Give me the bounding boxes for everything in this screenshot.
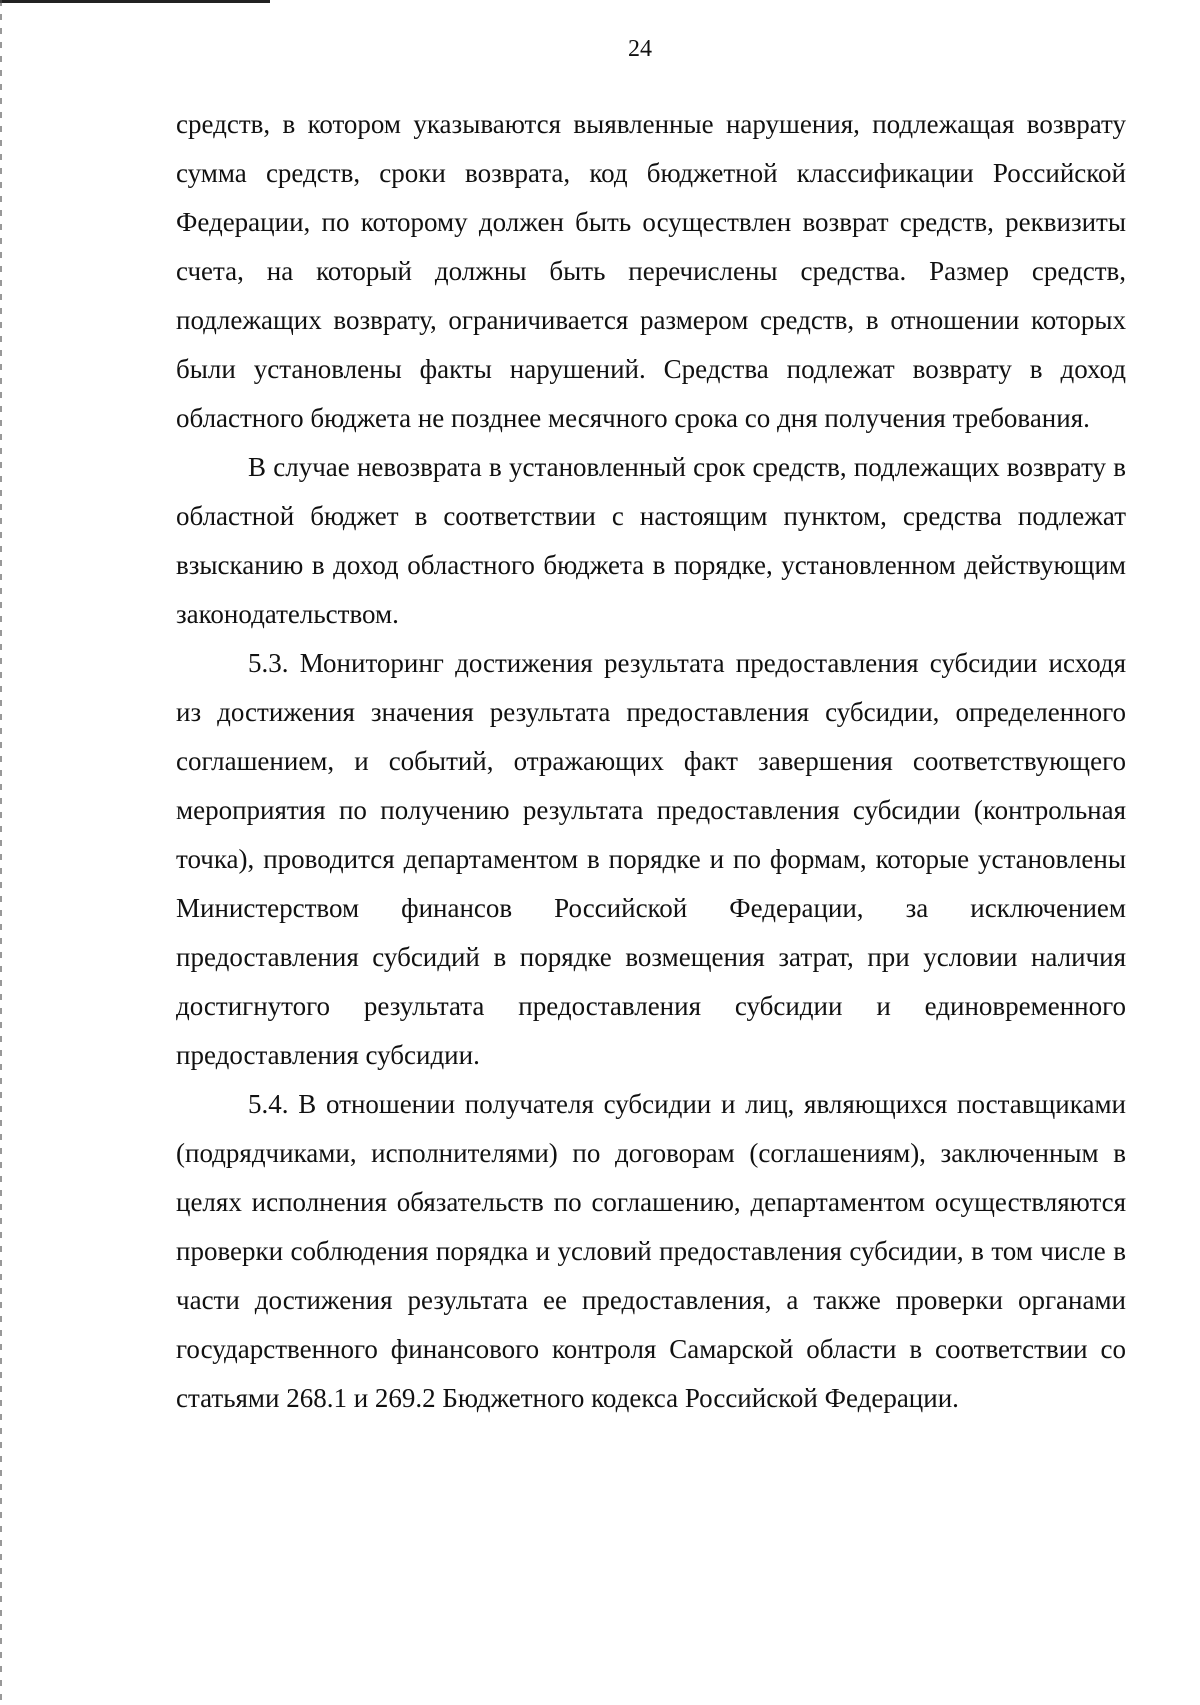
document-body: [176, 100, 1126, 1423]
scan-edge-left: [0, 0, 2, 1705]
paragraph-5-3: 5.3. Мониторинг достижения результата предоставления субсидии исходя из достижения значения результата предоставления субсидии, определенного соглашением, и событий, отражающих факт завершения соответствующего мероприятия по получению результата предоставления субсидии (контрольная точка), проводится департаментом в порядке и по формам, которые установлены Министерством финансов Российской Федерации, за исключением предоставления субсидий в порядке возмещения затрат, при условии наличия достигнутого результата предоставления субсидии и единовременного предоставления субсидии.: [176, 648, 1126, 1070]
page-number: 24: [628, 36, 652, 62]
paragraph-5-4: 5.4. В отношении получателя субсидии и лиц, являющихся поставщиками (подрядчиками, исполнителями) по договорам (соглашениям), заключенным в целях исполнения обязательств по соглашению, департаментом осуществляются проверки соблюдения порядка и условий предоставления субсидии, в том числе в части достижения результата ее предоставления, а также проверки органами государственного финансового контроля Самарской области в соответствии со статьями 268.1 и 269.2 Бюджетного кодекса Российской Федерации.: [176, 1089, 1126, 1413]
scan-edge-top: [0, 0, 270, 3]
paragraph-nonreturn: В случае невозврата в установленный срок средств, подлежащих возврату в областной бюджет в соответствии с настоящим пунктом, средства подлежат взысканию в доход областного бюджета в порядке, установленном действующим законодательством.: [176, 452, 1126, 629]
paragraph-continuation: средств, в котором указываются выявленные нарушения, подлежащая возврату сумма средств, сроки возврата, код бюджетной классификации Российской Федерации, по которому должен быть осуществлен возврат средств, реквизиты счета, на который должны быть перечислены средства. Размер средств, подлежащих возврату, ограничивается размером средств, в отношении которых были установлены факты нарушений. Средства подлежат возврату в доход областного бюджета не позднее месячного срока со дня получения требования.: [176, 109, 1126, 433]
